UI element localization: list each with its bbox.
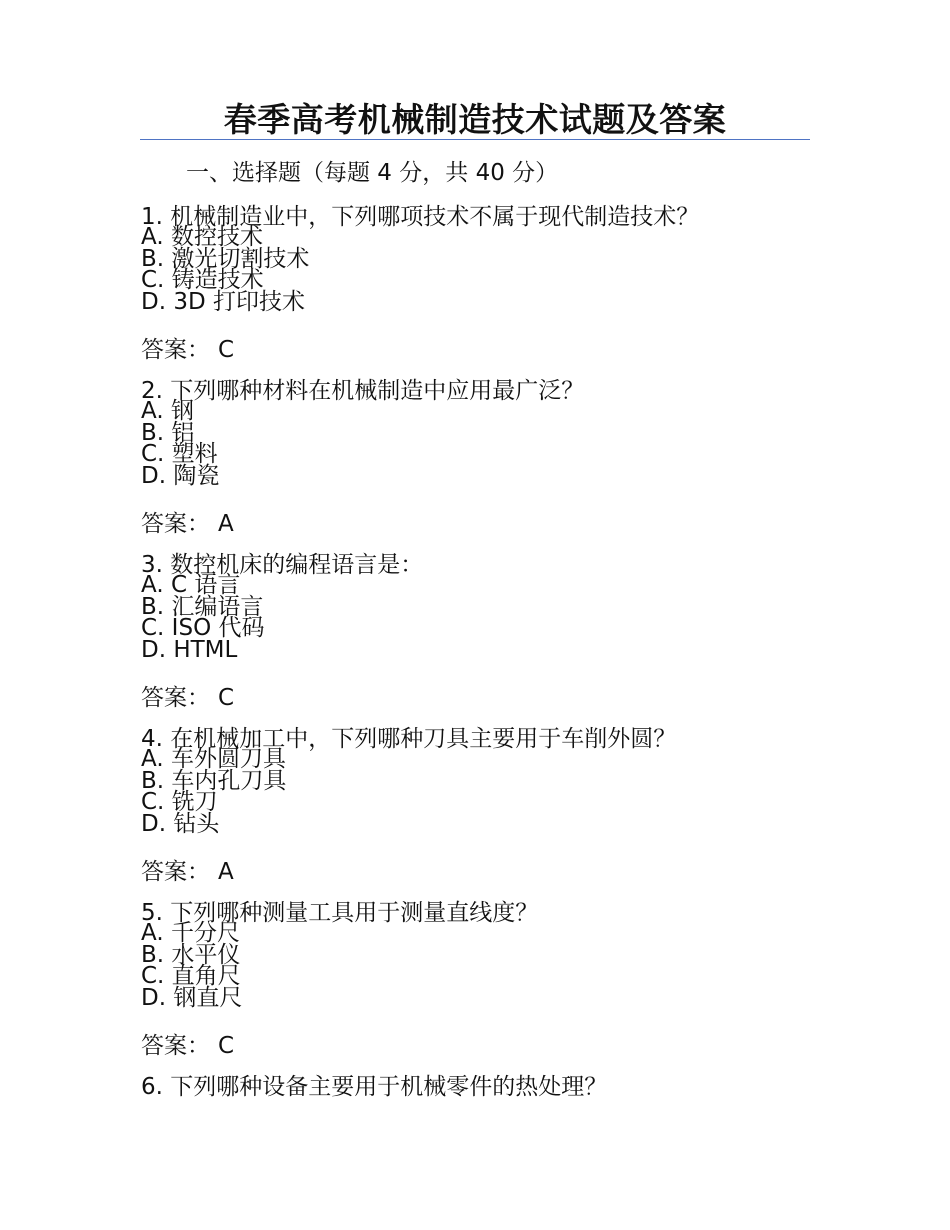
option-b: B. 水平仪 bbox=[141, 941, 241, 968]
option-d: D. 钻头 bbox=[141, 811, 220, 838]
option-list bbox=[141, 746, 821, 838]
question-stem: 2. 下列哪种材料在机械制造中应用最广泛？ bbox=[141, 378, 585, 404]
question-stem: 1. 机械制造业中，下列哪项技术不属于现代制造技术？ bbox=[141, 204, 700, 230]
option-b: B. 车内孔刀具 bbox=[141, 767, 287, 794]
question-stem: 5. 下列哪种测量工具用于测量直线度？ bbox=[141, 900, 539, 926]
option-b: B. 铝 bbox=[141, 419, 195, 446]
option-a: A. 钢 bbox=[141, 398, 194, 424]
question-1 bbox=[141, 201, 821, 366]
option-a: A. C 语言 bbox=[141, 572, 241, 598]
answer-label: 答案： bbox=[141, 684, 210, 711]
question-5 bbox=[141, 897, 821, 1062]
answer-line bbox=[141, 1030, 821, 1062]
answer-label: 答案： bbox=[141, 510, 210, 537]
option-list bbox=[141, 920, 821, 1012]
option-c: C. ISO 代码 bbox=[141, 615, 265, 642]
option-b: B. 汇编语言 bbox=[141, 593, 264, 620]
option-c: C. 铸造技术 bbox=[141, 267, 264, 294]
section-heading: 一、选择题（每题 4 分，共 40 分） bbox=[186, 160, 559, 186]
option-list bbox=[141, 398, 821, 490]
answer-value: C bbox=[218, 1032, 235, 1059]
question-stem: 3. 数控机床的编程语言是： bbox=[141, 552, 424, 578]
question-stem: 6. 下列哪种设备主要用于机械零件的热处理？ bbox=[141, 1074, 608, 1100]
question-stem: 4. 在机械加工中，下列哪种刀具主要用于车削外圆？ bbox=[141, 726, 677, 752]
title-underline bbox=[140, 139, 810, 140]
option-list bbox=[141, 572, 821, 664]
answer-value: A bbox=[218, 510, 234, 537]
option-a: A. 千分尺 bbox=[141, 920, 240, 946]
question-4 bbox=[141, 723, 821, 888]
answer-value: C bbox=[218, 336, 235, 363]
option-b: B. 激光切割技术 bbox=[141, 245, 310, 272]
option-d: D. 钢直尺 bbox=[141, 985, 243, 1012]
option-c: C. 直角尺 bbox=[141, 963, 241, 990]
answer-label: 答案： bbox=[141, 858, 210, 885]
answer-line bbox=[141, 508, 821, 540]
answer-value: A bbox=[218, 858, 234, 885]
option-d: D. 3D 打印技术 bbox=[141, 289, 305, 316]
question-3 bbox=[141, 549, 821, 714]
option-list bbox=[141, 224, 821, 316]
option-c: C. 铣刀 bbox=[141, 789, 218, 816]
option-d: D. 陶瓷 bbox=[141, 463, 220, 490]
answer-line bbox=[141, 856, 821, 888]
option-a: A. 数控技术 bbox=[141, 224, 263, 250]
answer-label: 答案： bbox=[141, 336, 210, 363]
question-6 bbox=[141, 1071, 821, 1103]
answer-line bbox=[141, 334, 821, 366]
option-c: C. 塑料 bbox=[141, 441, 218, 468]
option-d: D. HTML bbox=[141, 637, 238, 664]
option-a: A. 车外圆刀具 bbox=[141, 746, 286, 772]
answer-label: 答案： bbox=[141, 1032, 210, 1059]
document-title: 春季高考机械制造技术试题及答案 bbox=[223, 100, 727, 139]
question-2 bbox=[141, 375, 821, 540]
answer-line bbox=[141, 682, 821, 714]
answer-value: C bbox=[218, 684, 235, 711]
